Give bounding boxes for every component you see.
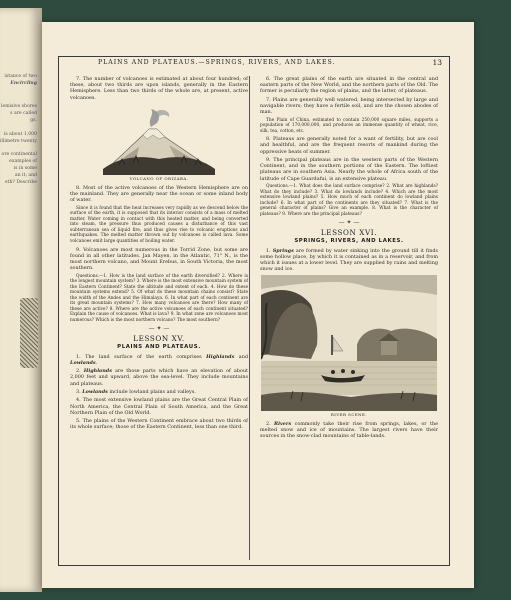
page-fragment-image xyxy=(20,298,38,368)
paragraph: 2. Rivers commonly take their rise from springs, lakes, or the melted snow and ice of mountains. The largest rivers have their sources in the snow-clad mountains of table-lands. xyxy=(260,420,438,440)
page-fragment: gs. xyxy=(30,118,37,123)
page-fragment: s are called xyxy=(10,111,37,116)
page-fragment: illimetre twenty xyxy=(0,139,37,144)
paragraph: 7. The number of volcanoes is estimated at about four hundred; of these, about two thirds are upon islands, generally in the Eastern Hemisphere. Less than two thirds of the whole are, at present, active volcanoes. xyxy=(70,76,248,101)
right-column xyxy=(260,76,438,442)
figure-caption: VOLCANO OF ORIZABA. xyxy=(129,175,189,181)
river-engraving xyxy=(261,275,437,411)
ornament-divider: — ✦ — xyxy=(338,219,360,227)
column-divider xyxy=(249,76,250,560)
river-illustration xyxy=(261,275,437,411)
page-fragment: lemisive shores xyxy=(1,104,37,109)
paragraph: 4. The most extensive lowland plains are the Great Central Plain of North America, the Central Plain of South America, and the Great Northern Plain of the Old World. xyxy=(70,397,248,416)
page-fragment: ore continental xyxy=(1,152,37,157)
page-fragment: is in some xyxy=(13,166,37,171)
volcano-engraving xyxy=(99,105,219,175)
page-fragment: Encircling xyxy=(10,81,37,86)
lesson-subtitle: SPRINGS, RIVERS, AND LAKES. xyxy=(294,238,404,245)
page-number: 13 xyxy=(432,58,442,67)
paragraph: 1. Springs are formed by water sinking into the ground till it finds some hollow place, by which it is contained as in a reservoir, and from which it issues at a lower level. They are supplied by rains and melting snow and ice. xyxy=(260,247,438,273)
paragraph: 8. Plateaus are generally noted for a want of fertility, but are cool and healthful, and are the frequent resorts of mankind during the oppressive heats of summer. xyxy=(260,136,438,155)
lesson-title: LESSON XV. xyxy=(133,334,185,344)
lesson-title: LESSON XVI. xyxy=(320,228,378,238)
paragraph: 2. Highlands are those parts which have an elevation of about 2,000 feet and upward, above the sea-level. They include mountains and plateaus. xyxy=(70,368,248,387)
questions-paragraph: Questions.—1. What does the land surface comprise? 2. What are highlands? What do they include? 3. What do lowlands include? 4. Which are the most extensive lowland plains? 5. How much of each continent do lowland plains include? 6. In what part of the continents are they situated? 7. What is the general character of plains? Give an example. 8. What is the character of plateaus? 9. Where are the principal plateaus? xyxy=(260,184,438,217)
page-fragment: is about 1,000 xyxy=(3,132,37,137)
paragraph: 9. Volcanoes are most numerous in the Torrid Zone, but some are found in all other latitudes. Jan Mayen, in the Atlantic, 71° N., is the most northern volcano, and Mount Erebus, in South Victoria, the most southern. xyxy=(70,246,248,272)
paragraph: 1. The land surface of the earth comprises Highlands and Lowlands. xyxy=(70,353,248,366)
page-header xyxy=(58,59,450,71)
page-fragment: istance of two xyxy=(4,74,37,79)
lesson-subtitle: PLAINS AND PLATEAUS. xyxy=(117,344,201,351)
paragraph: 8. Most of the active volcanoes of the Western Hemisphere are on the mainland. They are generally near the ocean or some inland body of water. xyxy=(70,185,248,204)
questions-paragraph: Questions.—1. How is the land surface of the earth diversified? 2. Where is the longest mountain system? 3. Where is the most extensive mountain system of the Eastern Continent? State the altitude and extent of each. 4. How do these mountain systems extend? 5. Of what do these mountain chains consist? State the width of the Andes and the Himalaya. 6. In what part of each continent are its great mountain systems? 7. How many volcanoes are there? How many of these are active? 8. Where are the active volcanoes of each continent situated? Explain the cause of volcanoes. What is lava? 9. In what zone are volcanoes most numerous? Which is the most northern volcano? The most southern? xyxy=(70,273,248,323)
paragraph: 7. Plains are generally well watered, being intersected by large and navigable rivers; they have a fertile soil, and are the chosen abodes of man. xyxy=(260,96,438,116)
page-fragment: eth? Describe xyxy=(4,180,37,185)
paragraph: 5. The plains of the Western Continent embrace about two thirds of its whole surface; those of the Eastern Continent, less than one third. xyxy=(70,418,248,431)
left-column xyxy=(70,76,248,433)
volcano-illustration xyxy=(99,105,219,175)
page-fragment: an it; and xyxy=(14,173,37,178)
paragraph: 9. The principal plateaus are in the western parts of the Western Continent, and in the southern portions of the Eastern. The loftiest plateaus are in southern Asia. Nearly the whole of Africa south of the latitude of Cape Guardafui, is an extensive plateau. xyxy=(260,157,438,182)
paragraph: 6. The great plains of the earth are situated in the central and eastern parts of the New World, and the northern parts of the Old. The former is peculiarly the region of plains, and the latter, of plateaus. xyxy=(260,76,438,95)
previous-page-edge xyxy=(0,8,42,592)
paragraph: 3. Lowlands include lowland plains and valleys. xyxy=(76,389,196,395)
page-fragment: examples of xyxy=(9,159,37,164)
running-head: PLAINS AND PLATEAUS.—SPRINGS, RIVERS, AND LAKES. xyxy=(98,59,336,66)
figure-caption: RIVER SCENE. xyxy=(330,411,368,417)
note-paragraph: Since it is found that the heat increases very rapidly as we descend below the surface of the earth, it is supposed that its interior consists of a mass of melted matter. Water coming in contact with this heated matter, and being converted into steam, the pressure thus produced causes a disturbance of this vast subterranean sea of liquid fire, and thus gives rise to volcanic eruptions and earthquakes. The melted matter thrown out by volcanoes is called lava. Some volcanoes emit large quantities of boiling water. xyxy=(70,205,248,244)
book-page xyxy=(42,22,474,588)
ornament-divider: — ✦ — xyxy=(148,325,170,332)
note-paragraph: The Plain of China, estimated to contain 250,000 square miles, supports a population of 170,000,000, and produces an immense quantity of wheat, rice, silk, tea, cotton, etc. xyxy=(260,117,438,134)
